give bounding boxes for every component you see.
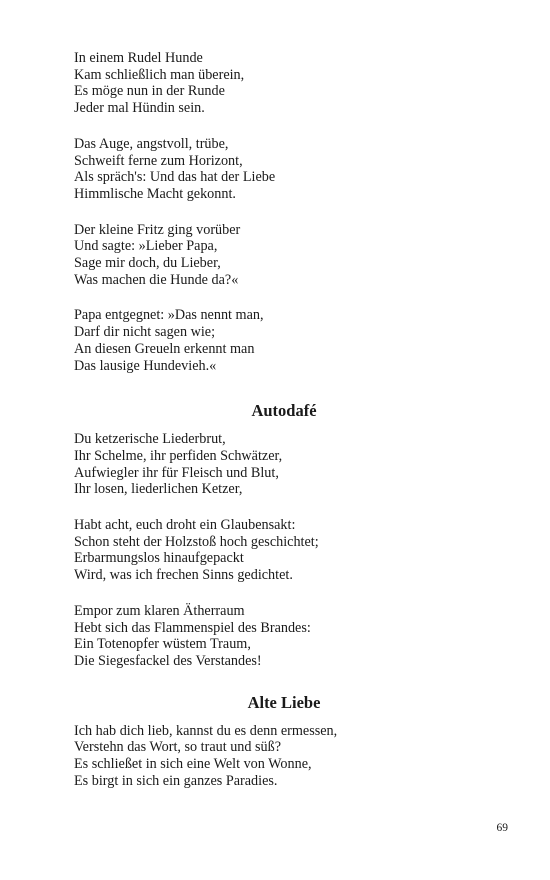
stanza (74, 136, 494, 203)
verse-line: Wird, was ich frechen Sinns gedichtet. (74, 567, 293, 584)
verse-line: Kam schließlich man überein, (74, 66, 245, 83)
stanza (74, 603, 494, 670)
stanza (74, 723, 494, 790)
poem-title: Autodafé (251, 401, 317, 421)
book-page (74, 50, 494, 809)
verse-line: Erbarmungslos hinaufgepackt (74, 550, 244, 567)
verse-line: Ich hab dich lieb, kannst du es denn ermessen, (74, 722, 338, 739)
verse-line: Der kleine Fritz ging vorüber (74, 221, 241, 238)
verse-line: Schweift ferne zum Horizont, (74, 152, 243, 169)
verse-line: Du ketzerische Liederbrut, (74, 431, 226, 448)
verse-line: Ihr losen, liederlichen Ketzer, (74, 481, 243, 498)
verse-line: Aufwiegler ihr für Fleisch und Blut, (74, 464, 279, 481)
verse-line: Das lausige Hundevieh.« (74, 357, 217, 374)
stanza (74, 517, 494, 584)
stanza (74, 50, 494, 117)
verse-line: Himmlische Macht gekonnt. (74, 185, 236, 202)
poem-alte-liebe (74, 693, 494, 790)
stanza (74, 222, 494, 289)
verse-line: Es birgt in sich ein ganzes Paradies. (74, 772, 278, 789)
verse-line: Hebt sich das Flammenspiel des Brandes: (74, 619, 311, 636)
verse-line: Es möge nun in der Runde (74, 83, 225, 100)
stanza (74, 307, 494, 374)
verse-line: In einem Rudel Hunde (74, 50, 203, 66)
verse-line: Und sagte: »Lieber Papa, (74, 238, 218, 255)
poem-autodafe (74, 401, 494, 669)
verse-line: Papa entgegnet: »Das nennt man, (74, 307, 264, 324)
verse-line: Schon steht der Holzstoß hoch geschichtet; (74, 533, 319, 550)
verse-line: Die Siegesfackel des Verstandes! (74, 652, 262, 669)
verse-line: Ein Totenopfer wüstem Traum, (74, 636, 251, 653)
verse-line: Als spräch's: Und das hat der Liebe (74, 169, 276, 186)
verse-line: Jeder mal Hündin sein. (74, 100, 205, 117)
poem-continuation (74, 50, 494, 374)
verse-line: Sage mir doch, du Lieber, (74, 255, 221, 272)
verse-line: Was machen die Hunde da?« (74, 271, 239, 288)
verse-line: Habt acht, euch droht ein Glaubensakt: (74, 517, 296, 534)
verse-line: Empor zum klaren Ätherraum (74, 602, 245, 619)
page-number: 69 (496, 822, 508, 834)
verse-line: Das Auge, angstvoll, trübe, (74, 135, 229, 152)
verse-line: Es schließet in sich eine Welt von Wonne, (74, 756, 312, 773)
stanza (74, 431, 494, 498)
verse-line: An diesen Greueln erkennt man (74, 340, 255, 357)
poem-title: Alte Liebe (247, 692, 321, 712)
verse-line: Ihr Schelme, ihr perfiden Schwätzer, (74, 447, 283, 464)
verse-line: Verstehn das Wort, so traut und süß? (74, 739, 282, 756)
verse-line: Darf dir nicht sagen wie; (74, 324, 216, 341)
